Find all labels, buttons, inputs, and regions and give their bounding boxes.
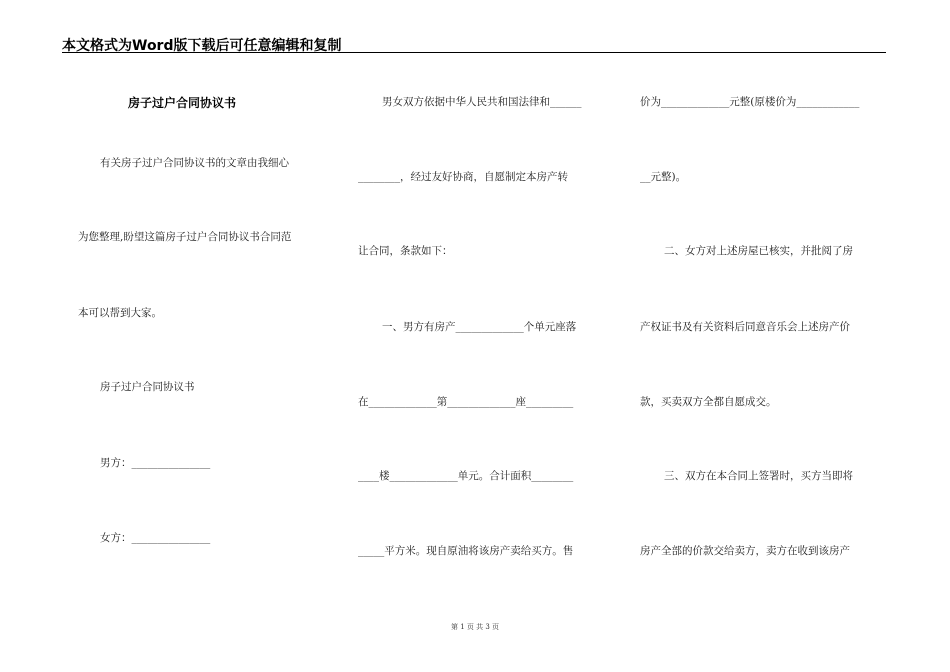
- text-line: 二、女方对上述房屋已核实，并批阅了房: [664, 245, 853, 257]
- text-line: 一、男方有房产_____________个单元座落: [382, 321, 577, 333]
- document-header: 本文格式为Word版下载后可任意编辑和复制: [62, 38, 342, 54]
- text-line: __元整)。: [640, 171, 687, 183]
- text-line: 让合同，条款如下：: [358, 245, 453, 257]
- text-line: 三、双方在本合同上签署时，买方当即将: [664, 470, 853, 482]
- text-line: 价为_____________元整(原楼价为____________: [640, 96, 860, 108]
- header-divider: [62, 52, 886, 53]
- text-line: 款，买卖双方全都自愿成交。: [640, 396, 777, 408]
- text-line: 男女双方依据中华人民共和国法律和______: [382, 96, 582, 108]
- female-party-line: 女方：_______________: [100, 532, 211, 544]
- text-line: 本可以帮到大家。: [78, 307, 162, 319]
- document-title: 房子过户合同协议书: [128, 96, 237, 110]
- text-line: 为您整理,盼望这篇房子过户合同协议书合同范: [78, 231, 292, 243]
- text-line: _____平方米。现自原油将该房产卖给买方。售: [358, 545, 574, 557]
- text-line: ________，经过友好协商，自愿制定本房产转: [358, 171, 568, 183]
- page-number: 第 1 页 共 3 页: [450, 623, 500, 631]
- male-party-line: 男方：_______________: [100, 457, 211, 469]
- text-line: 房产全部的价款交给卖方，卖方在收到该房产: [640, 545, 850, 557]
- text-line: 有关房子过户合同协议书的文章由我细心: [100, 157, 289, 169]
- text-line: 房子过户合同协议书: [100, 381, 195, 393]
- text-line: ____楼_____________单元。合计面积________: [358, 470, 574, 482]
- text-line: 在_____________第_____________座_________: [358, 396, 574, 408]
- text-line: 产权证书及有关资料后同意音乐会上述房产价: [640, 321, 850, 333]
